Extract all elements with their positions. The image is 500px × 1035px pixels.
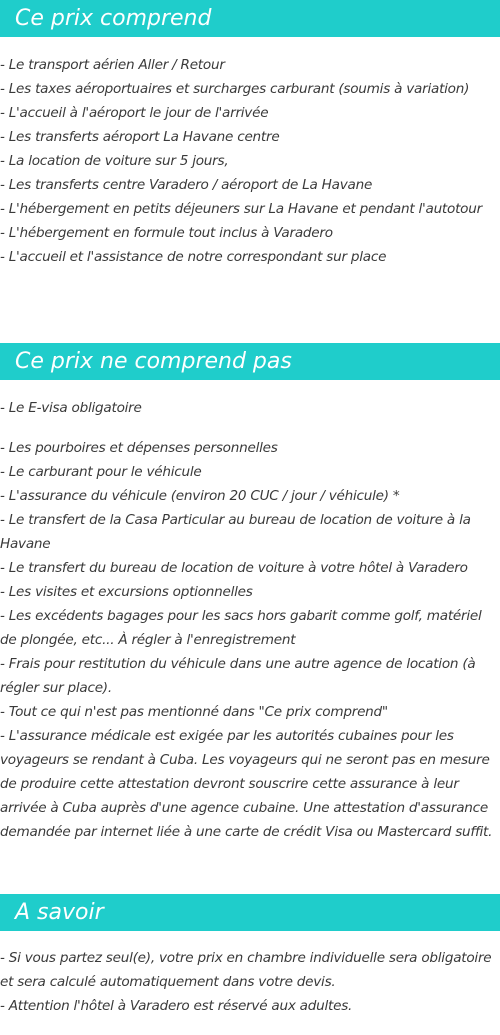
not-included-list — [0, 436, 500, 844]
list-item: - Le E-visa obligatoire — [0, 400, 142, 416]
list-item: - Le transfert de la Casa Particular au bureau de location de voiture à la Havane — [0, 512, 471, 552]
list-item: - Les transferts centre Varadero / aéroport de La Havane — [0, 177, 373, 193]
list-item: - L'assurance médicale est exigée par les autorités cubaines pour les voyageurs se rendant à Cuba. Les voyageurs qui ne seront pas en mesure de produire cette attestation devront souscrire cette assurance à leur arrivée à Cuba auprès d'une agence cubaine. Une attestation d'assurance demandée par internet liée à une carte de crédit Visa ou Mastercard suffit. — [0, 728, 493, 840]
included-list — [0, 53, 500, 269]
list-item: - Les excédents bagages pour les sacs hors gabarit comme golf, matériel de plongée, etc... À régler à l'enregistrement — [0, 608, 482, 648]
list-item: - La location de voiture sur 5 jours, — [0, 153, 229, 169]
visa-note — [0, 396, 500, 420]
list-item: - L'accueil et l'assistance de notre correspondant sur place — [0, 249, 387, 265]
list-item: - Le transfert du bureau de location de voiture à votre hôtel à Varadero — [0, 560, 468, 576]
list-item: - Les visites et excursions optionnelles — [0, 584, 253, 600]
list-item: - Le carburant pour le véhicule — [0, 464, 202, 480]
list-item: - L'accueil à l'aéroport le jour de l'arrivée — [0, 105, 269, 121]
list-item: - Tout ce qui n'est pas mentionné dans "Ce prix comprend" — [0, 704, 388, 720]
list-item: - Les taxes aéroportuaires et surcharges carburant (soumis à variation) — [0, 81, 470, 97]
list-item: - L'assurance du véhicule (environ 20 CUC / jour / véhicule) * — [0, 488, 400, 504]
list-item: - L'hébergement en formule tout inclus à Varadero — [0, 225, 333, 241]
good-to-know-list — [0, 946, 500, 1018]
list-item: - Frais pour restitution du véhicule dans une autre agence de location (à régler sur place). — [0, 656, 476, 696]
section-heading-good-to-know: A savoir — [0, 894, 500, 931]
section-heading-included: Ce prix comprend — [0, 0, 500, 37]
list-item: - L'hébergement en petits déjeuners sur La Havane et pendant l'autotour — [0, 201, 482, 217]
section-heading-not-included: Ce prix ne comprend pas — [0, 343, 500, 380]
list-item: - Si vous partez seul(e), votre prix en chambre individuelle sera obligatoire et sera calculé automatiquement dans votre devis. — [0, 950, 492, 990]
list-item: - Attention l'hôtel à Varadero est réservé aux adultes. — [0, 998, 353, 1014]
list-item: - Les pourboires et dépenses personnelles — [0, 440, 278, 456]
list-item: - Les transferts aéroport La Havane centre — [0, 129, 280, 145]
list-item: - Le transport aérien Aller / Retour — [0, 57, 225, 73]
